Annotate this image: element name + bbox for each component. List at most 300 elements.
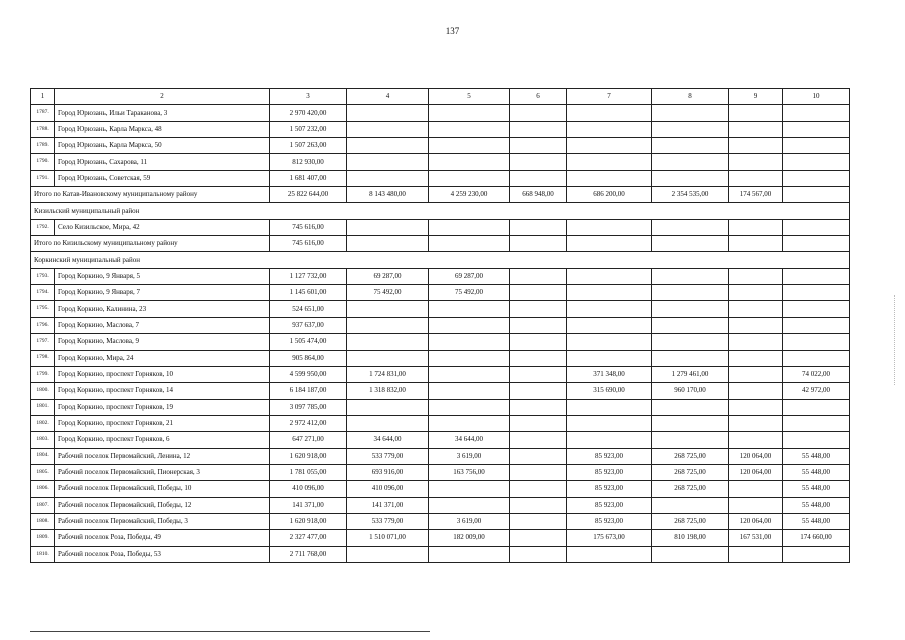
address-cell: Город Коркино, Калинина, 23 [55, 301, 270, 317]
value-cell: 6 184 187,00 [270, 383, 347, 399]
row-number: 1798. [31, 350, 55, 366]
value-cell [652, 170, 729, 186]
value-cell [429, 383, 510, 399]
value-cell: 2 970 420,00 [270, 105, 347, 121]
value-cell: 410 096,00 [270, 481, 347, 497]
address-cell: Город Юрюзань, Сахарова, 11 [55, 154, 270, 170]
value-cell [347, 317, 429, 333]
value-cell [729, 497, 783, 513]
value-cell [652, 121, 729, 137]
value-cell [510, 350, 567, 366]
table-row [31, 432, 850, 448]
value-cell [567, 432, 652, 448]
row-number: 1809. [31, 530, 55, 546]
value-cell [510, 464, 567, 480]
row-number: 1789. [31, 138, 55, 154]
value-cell: 25 822 644,00 [270, 187, 347, 203]
value-cell: 55 448,00 [783, 481, 850, 497]
address-cell: Город Коркино, Мира, 24 [55, 350, 270, 366]
table-row [31, 464, 850, 480]
total-label: Итого по Катав-Ивановскому муниципальному району [31, 187, 270, 203]
value-cell [729, 105, 783, 121]
table-row [31, 170, 850, 186]
address-cell: Рабочий поселок Первомайский, Ленина, 12 [55, 448, 270, 464]
value-cell [729, 399, 783, 415]
value-cell [567, 219, 652, 235]
value-cell [652, 497, 729, 513]
value-cell: 174 567,00 [729, 187, 783, 203]
value-cell: 182 009,00 [429, 530, 510, 546]
value-cell [510, 301, 567, 317]
column-header: 5 [429, 89, 510, 105]
value-cell [510, 334, 567, 350]
value-cell [510, 481, 567, 497]
value-cell [783, 219, 850, 235]
value-cell: 524 651,00 [270, 301, 347, 317]
value-cell [652, 317, 729, 333]
table-row [31, 154, 850, 170]
value-cell [347, 170, 429, 186]
row-number: 1788. [31, 121, 55, 137]
value-cell: 268 725,00 [652, 464, 729, 480]
table-row [31, 138, 850, 154]
value-cell [429, 497, 510, 513]
value-cell [783, 285, 850, 301]
value-cell [510, 121, 567, 137]
value-cell: 167 531,00 [729, 530, 783, 546]
value-cell: 141 371,00 [347, 497, 429, 513]
value-cell: 85 923,00 [567, 464, 652, 480]
value-cell [729, 236, 783, 252]
value-cell: 1 724 831,00 [347, 366, 429, 382]
address-cell: Город Коркино, Маслова, 9 [55, 334, 270, 350]
value-cell: 268 725,00 [652, 481, 729, 497]
value-cell [429, 350, 510, 366]
value-cell: 55 448,00 [783, 448, 850, 464]
table-row [31, 219, 850, 235]
value-cell [729, 432, 783, 448]
value-cell: 2 711 768,00 [270, 546, 347, 562]
section-title: Кизильский муниципальный район [31, 203, 850, 219]
value-cell [510, 317, 567, 333]
value-cell [567, 170, 652, 186]
value-cell: 812 930,00 [270, 154, 347, 170]
value-cell [510, 383, 567, 399]
row-number: 1795. [31, 301, 55, 317]
value-cell [567, 334, 652, 350]
value-cell [510, 219, 567, 235]
value-cell [652, 268, 729, 284]
value-cell: 55 448,00 [783, 513, 850, 529]
value-cell [783, 105, 850, 121]
table-row [31, 415, 850, 431]
value-cell [729, 415, 783, 431]
address-cell: Рабочий поселок Первомайский, Победы, 12 [55, 497, 270, 513]
value-cell [429, 121, 510, 137]
value-cell: 1 620 918,00 [270, 448, 347, 464]
row-number: 1787. [31, 105, 55, 121]
value-cell: 85 923,00 [567, 448, 652, 464]
value-cell [652, 138, 729, 154]
value-cell: 268 725,00 [652, 513, 729, 529]
row-number: 1799. [31, 366, 55, 382]
value-cell: 410 096,00 [347, 481, 429, 497]
value-cell: 85 923,00 [567, 481, 652, 497]
table-row [31, 350, 850, 366]
value-cell: 2 354 535,00 [652, 187, 729, 203]
value-cell [510, 366, 567, 382]
table-row [31, 530, 850, 546]
value-cell [510, 170, 567, 186]
value-cell: 174 660,00 [783, 530, 850, 546]
value-cell: 75 492,00 [347, 285, 429, 301]
value-cell [429, 138, 510, 154]
section-title: Коркинский муниципальный район [31, 252, 850, 268]
table-row [31, 317, 850, 333]
row-number: 1793. [31, 268, 55, 284]
address-cell: Город Коркино, проспект Горняков, 21 [55, 415, 270, 431]
address-cell: Город Коркино, проспект Горняков, 14 [55, 383, 270, 399]
address-cell: Рабочий поселок Роза, Победы, 53 [55, 546, 270, 562]
value-cell: 69 287,00 [347, 268, 429, 284]
total-row [31, 187, 850, 203]
value-cell [510, 105, 567, 121]
address-cell: Город Юрюзань, Ильи Тараканова, 3 [55, 105, 270, 121]
value-cell [510, 268, 567, 284]
value-cell: 34 644,00 [347, 432, 429, 448]
value-cell [783, 301, 850, 317]
table-row [31, 301, 850, 317]
value-cell [783, 121, 850, 137]
value-cell [429, 301, 510, 317]
total-label: Итого по Кизильскому муниципальному району [31, 236, 270, 252]
value-cell: 1 145 601,00 [270, 285, 347, 301]
row-number: 1803. [31, 432, 55, 448]
value-cell [729, 383, 783, 399]
address-cell: Город Юрюзань, Советская, 59 [55, 170, 270, 186]
value-cell [510, 415, 567, 431]
section-row [31, 203, 850, 219]
value-cell [510, 546, 567, 562]
value-cell [729, 334, 783, 350]
column-header: 10 [783, 89, 850, 105]
value-cell [783, 236, 850, 252]
value-cell: 1 681 407,00 [270, 170, 347, 186]
value-cell: 3 097 785,00 [270, 399, 347, 415]
value-cell: 533 779,00 [347, 513, 429, 529]
address-cell: Город Коркино, проспект Горняков, 10 [55, 366, 270, 382]
column-header: 9 [729, 89, 783, 105]
value-cell [429, 317, 510, 333]
data-table [30, 88, 850, 563]
value-cell [652, 285, 729, 301]
value-cell [429, 366, 510, 382]
value-cell: 1 279 461,00 [652, 366, 729, 382]
value-cell [567, 317, 652, 333]
bottom-rule [30, 631, 430, 632]
column-header: 1 [31, 89, 55, 105]
header-row [31, 89, 850, 105]
address-cell: Город Юрюзань, Карла Маркса, 48 [55, 121, 270, 137]
value-cell [347, 301, 429, 317]
value-cell: 85 923,00 [567, 497, 652, 513]
value-cell: 745 616,00 [270, 236, 347, 252]
table-row [31, 399, 850, 415]
value-cell [567, 285, 652, 301]
row-number: 1810. [31, 546, 55, 562]
value-cell: 745 616,00 [270, 219, 347, 235]
value-cell [347, 105, 429, 121]
value-cell [729, 138, 783, 154]
value-cell [652, 432, 729, 448]
value-cell: 371 348,00 [567, 366, 652, 382]
margin-mark [894, 295, 899, 385]
address-cell: Рабочий поселок Первомайский, Победы, 3 [55, 513, 270, 529]
page-number: 137 [445, 26, 460, 36]
value-cell: 810 198,00 [652, 530, 729, 546]
row-number: 1794. [31, 285, 55, 301]
row-number: 1797. [31, 334, 55, 350]
row-number: 1807. [31, 497, 55, 513]
value-cell: 2 972 412,00 [270, 415, 347, 431]
value-cell: 4 599 950,00 [270, 366, 347, 382]
row-number: 1800. [31, 383, 55, 399]
value-cell: 647 271,00 [270, 432, 347, 448]
value-cell [783, 170, 850, 186]
value-cell [429, 154, 510, 170]
value-cell [429, 415, 510, 431]
value-cell [783, 317, 850, 333]
value-cell [429, 334, 510, 350]
value-cell [347, 121, 429, 137]
value-cell: 120 064,00 [729, 448, 783, 464]
table-row [31, 383, 850, 399]
value-cell: 75 492,00 [429, 285, 510, 301]
total-row [31, 236, 850, 252]
value-cell [729, 268, 783, 284]
value-cell: 315 690,00 [567, 383, 652, 399]
value-cell: 2 327 477,00 [270, 530, 347, 546]
value-cell: 8 143 480,00 [347, 187, 429, 203]
value-cell: 1 507 263,00 [270, 138, 347, 154]
value-cell [347, 154, 429, 170]
value-cell [652, 399, 729, 415]
value-cell [347, 219, 429, 235]
value-cell: 268 725,00 [652, 448, 729, 464]
table-row [31, 334, 850, 350]
value-cell: 693 916,00 [347, 464, 429, 480]
value-cell: 533 779,00 [347, 448, 429, 464]
value-cell [652, 219, 729, 235]
row-number: 1791. [31, 170, 55, 186]
table-row [31, 546, 850, 562]
value-cell [347, 236, 429, 252]
section-row [31, 252, 850, 268]
value-cell [510, 513, 567, 529]
row-number: 1802. [31, 415, 55, 431]
row-number: 1804. [31, 448, 55, 464]
column-header: 8 [652, 89, 729, 105]
row-number: 1796. [31, 317, 55, 333]
value-cell [429, 105, 510, 121]
value-cell [729, 285, 783, 301]
value-cell: 686 200,00 [567, 187, 652, 203]
value-cell: 1 318 832,00 [347, 383, 429, 399]
value-cell [729, 350, 783, 366]
value-cell [729, 121, 783, 137]
value-cell [783, 154, 850, 170]
value-cell [347, 350, 429, 366]
row-number: 1805. [31, 464, 55, 480]
value-cell: 120 064,00 [729, 513, 783, 529]
address-cell: Город Коркино, 9 Января, 7 [55, 285, 270, 301]
value-cell [783, 546, 850, 562]
value-cell [729, 546, 783, 562]
value-cell: 69 287,00 [429, 268, 510, 284]
value-cell [729, 219, 783, 235]
value-cell [347, 546, 429, 562]
table-row [31, 105, 850, 121]
value-cell [429, 481, 510, 497]
value-cell [783, 415, 850, 431]
address-cell: Рабочий поселок Первомайский, Победы, 10 [55, 481, 270, 497]
address-cell: Рабочий поселок Роза, Победы, 49 [55, 530, 270, 546]
value-cell: 34 644,00 [429, 432, 510, 448]
value-cell [729, 154, 783, 170]
value-cell [652, 334, 729, 350]
value-cell [729, 481, 783, 497]
value-cell [652, 105, 729, 121]
column-header: 6 [510, 89, 567, 105]
value-cell [652, 154, 729, 170]
value-cell [347, 415, 429, 431]
value-cell: 163 756,00 [429, 464, 510, 480]
value-cell [429, 399, 510, 415]
value-cell [729, 317, 783, 333]
value-cell: 905 864,00 [270, 350, 347, 366]
value-cell [510, 497, 567, 513]
column-header: 4 [347, 89, 429, 105]
value-cell [567, 399, 652, 415]
value-cell: 960 170,00 [652, 383, 729, 399]
value-cell [729, 170, 783, 186]
table-row [31, 448, 850, 464]
row-number: 1801. [31, 399, 55, 415]
value-cell [510, 448, 567, 464]
table-row [31, 513, 850, 529]
row-number: 1790. [31, 154, 55, 170]
table-row [31, 366, 850, 382]
value-cell [783, 138, 850, 154]
table-row [31, 497, 850, 513]
value-cell [652, 301, 729, 317]
value-cell [783, 350, 850, 366]
value-cell [567, 121, 652, 137]
value-cell [567, 236, 652, 252]
value-cell [729, 366, 783, 382]
row-number: 1792. [31, 219, 55, 235]
value-cell [347, 138, 429, 154]
address-cell: Город Коркино, проспект Горняков, 19 [55, 399, 270, 415]
value-cell: 55 448,00 [783, 464, 850, 480]
address-cell: Город Коркино, Маслова, 7 [55, 317, 270, 333]
value-cell: 4 259 230,00 [429, 187, 510, 203]
value-cell [567, 546, 652, 562]
value-cell: 937 637,00 [270, 317, 347, 333]
value-cell [652, 350, 729, 366]
column-header: 7 [567, 89, 652, 105]
value-cell: 1 127 732,00 [270, 268, 347, 284]
value-cell [510, 399, 567, 415]
value-cell: 175 673,00 [567, 530, 652, 546]
value-cell: 141 371,00 [270, 497, 347, 513]
value-cell [652, 236, 729, 252]
address-cell: Город Коркино, проспект Горняков, 6 [55, 432, 270, 448]
value-cell [510, 138, 567, 154]
address-cell: Город Юрюзань, Карла Маркса, 50 [55, 138, 270, 154]
value-cell [567, 268, 652, 284]
value-cell [783, 187, 850, 203]
value-cell [429, 236, 510, 252]
value-cell [429, 170, 510, 186]
value-cell [567, 138, 652, 154]
value-cell [429, 546, 510, 562]
value-cell [783, 334, 850, 350]
value-cell: 85 923,00 [567, 513, 652, 529]
value-cell: 1 505 474,00 [270, 334, 347, 350]
value-cell [510, 236, 567, 252]
column-header: 2 [55, 89, 270, 105]
value-cell: 120 064,00 [729, 464, 783, 480]
value-cell: 3 619,00 [429, 513, 510, 529]
value-cell [567, 105, 652, 121]
value-cell [510, 154, 567, 170]
value-cell: 42 972,00 [783, 383, 850, 399]
table-row [31, 481, 850, 497]
value-cell: 1 507 232,00 [270, 121, 347, 137]
value-cell [510, 530, 567, 546]
row-number: 1806. [31, 481, 55, 497]
value-cell [783, 399, 850, 415]
value-cell [567, 415, 652, 431]
value-cell [567, 154, 652, 170]
value-cell [567, 350, 652, 366]
value-cell: 1 510 071,00 [347, 530, 429, 546]
value-cell [783, 432, 850, 448]
value-cell: 668 948,00 [510, 187, 567, 203]
value-cell [510, 285, 567, 301]
table-row [31, 268, 850, 284]
column-header: 3 [270, 89, 347, 105]
value-cell: 74 022,00 [783, 366, 850, 382]
table-row [31, 285, 850, 301]
value-cell: 3 619,00 [429, 448, 510, 464]
value-cell [347, 334, 429, 350]
value-cell [567, 301, 652, 317]
value-cell [652, 546, 729, 562]
value-cell [729, 301, 783, 317]
value-cell: 1 781 055,00 [270, 464, 347, 480]
value-cell [510, 432, 567, 448]
value-cell [429, 219, 510, 235]
table-row [31, 121, 850, 137]
value-cell [347, 399, 429, 415]
value-cell: 1 620 918,00 [270, 513, 347, 529]
row-number: 1808. [31, 513, 55, 529]
value-cell [783, 268, 850, 284]
value-cell: 55 448,00 [783, 497, 850, 513]
address-cell: Село Кизильское, Мира, 42 [55, 219, 270, 235]
